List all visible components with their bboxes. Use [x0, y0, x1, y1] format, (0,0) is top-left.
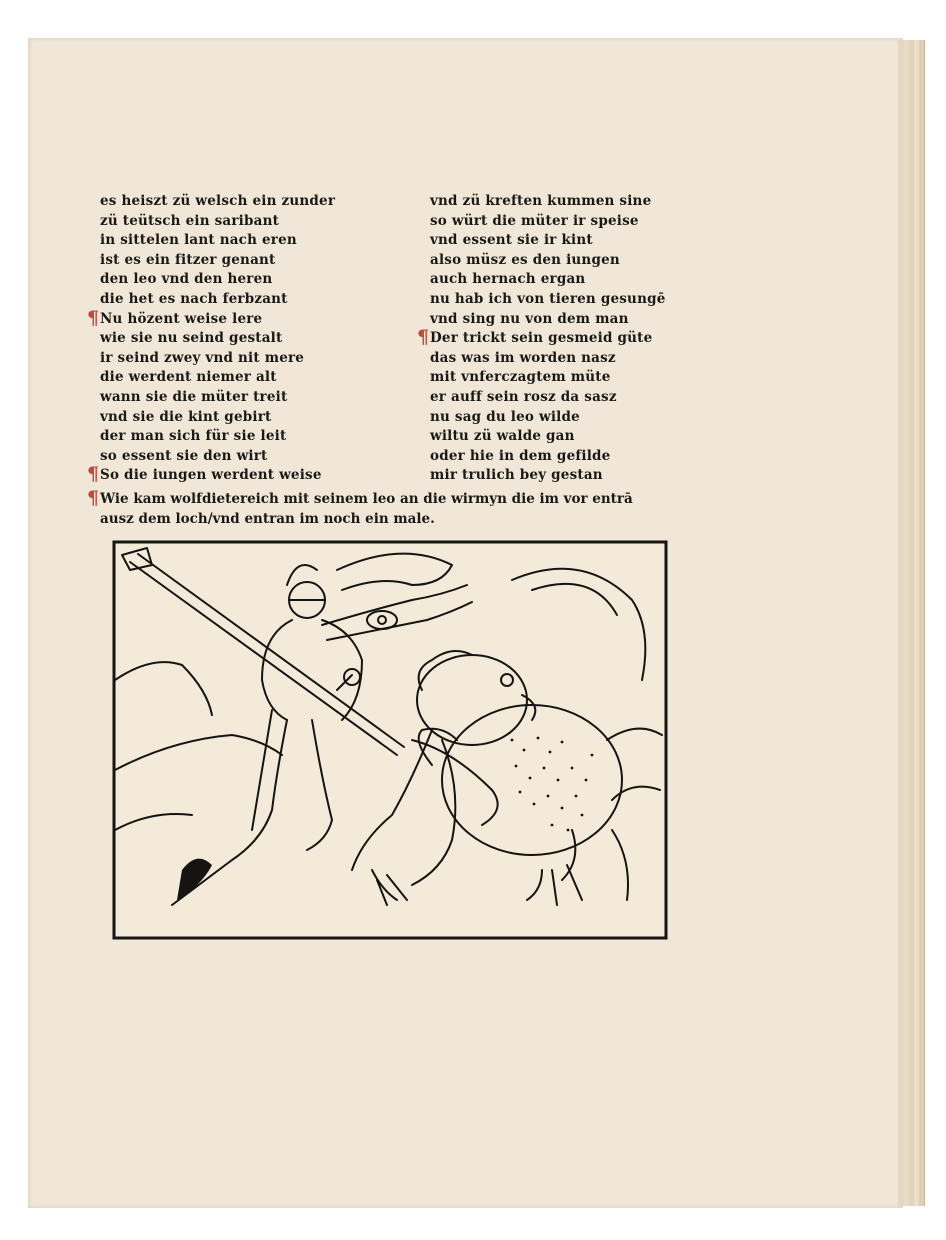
- verse-line: es heiszt zü welsch ein zunder: [100, 193, 336, 209]
- woodcut-caption: [87, 487, 700, 529]
- verse-line: ¶ So die iungen werdent weise: [87, 463, 322, 486]
- verse-line: also müsz es den iungen: [430, 251, 620, 268]
- verse-line: oder hie in dem gefilde: [430, 447, 611, 464]
- verse-line: so würt die müter ir speise: [430, 212, 639, 229]
- rubric-mark: ¶: [87, 463, 100, 486]
- rubric-mark: ¶: [417, 326, 430, 349]
- verse-line: den leo vnd den heren: [100, 271, 273, 288]
- verse-line: nu hab ich von tieren gesungē: [430, 290, 666, 307]
- verse-column-right: [417, 192, 730, 486]
- verse-line: das was im worden nasz: [430, 349, 616, 366]
- verse-line: ¶ Der trickt sein gesmeid güte: [417, 326, 653, 349]
- verse-line: ¶ Nu hözent weise lere: [87, 306, 263, 329]
- woodcut-illustration: [112, 540, 668, 940]
- caption-line: ¶ Wie kam wolfdietereich mit seinem leo an die wirmyn die im vor entrā: [87, 487, 633, 509]
- verse-line: der man sich für sie leit: [100, 428, 287, 445]
- verse-line: ir seind zwey vnd nit mere: [100, 349, 305, 366]
- page-edges: [898, 40, 926, 1206]
- verse-line: er auff sein rosz da sasz: [430, 388, 617, 405]
- verse-line: die werdent niemer alt: [100, 369, 277, 386]
- verse-line: die het es nach ferbzant: [100, 290, 288, 307]
- rubric-mark: ¶: [87, 306, 100, 329]
- verse-line: vnd sing nu von dem man: [430, 310, 629, 327]
- verse-line: so essent sie den wirt: [100, 447, 268, 464]
- verse-line: auch hernach ergan: [430, 271, 586, 288]
- verse-line: nu sag du leo wilde: [430, 408, 580, 425]
- verse-line: vnd essent sie ir kint: [430, 232, 593, 249]
- caption-line: ausz dem loch/vnd entran im noch ein male.: [100, 510, 435, 527]
- verse-line: wie sie nu seind gestalt: [100, 330, 283, 347]
- verse-line: zü teütsch ein saribant: [100, 212, 280, 229]
- verse-line: ist es ein fitzer genant: [100, 251, 276, 268]
- verse-line: vnd sie die kint gebirt: [100, 408, 272, 425]
- verse-line: in sittelen lant nach eren: [100, 232, 297, 249]
- verse-line: wiltu zü walde gan: [430, 428, 575, 445]
- verse-line: vnd zü kreften kummen sine: [430, 193, 652, 209]
- verse-line: mit vnferczagtem müte: [430, 369, 611, 386]
- verse-line: wann sie die müter treit: [100, 388, 288, 405]
- knight-lion-dragon-woodcut: [112, 540, 668, 940]
- verse-line: mir trulich bey gestan: [430, 467, 603, 484]
- verse-column-left: [87, 192, 420, 486]
- rubric-mark: ¶: [87, 487, 100, 509]
